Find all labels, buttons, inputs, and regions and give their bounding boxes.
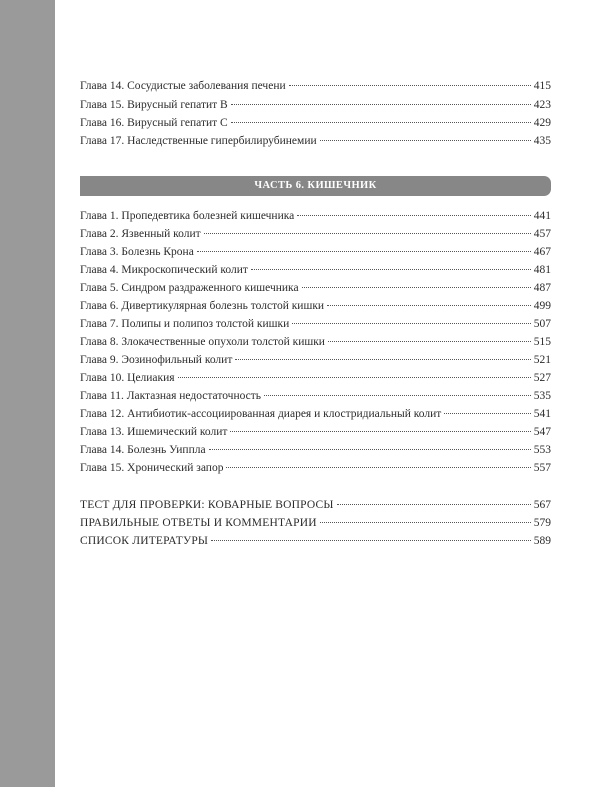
toc-entry-title: Глава 1. Пропедевтика болезней кишечника: [80, 210, 295, 222]
toc-entry[interactable]: [80, 442, 551, 458]
toc-entry-title: Глава 6. Дивертикулярная болезнь толстой кишки: [80, 300, 325, 312]
dot-leader: [297, 215, 530, 216]
toc-entry[interactable]: [80, 460, 551, 476]
toc-entry[interactable]: [80, 388, 551, 404]
toc-entry[interactable]: [80, 316, 551, 332]
toc-entry-title: Глава 5. Синдром раздраженного кишечника: [80, 282, 299, 294]
toc-entry[interactable]: [80, 208, 551, 224]
toc-entry-title: Глава 16. Вирусный гепатит С: [80, 117, 228, 129]
toc-entry-title: ТЕСТ ДЛЯ ПРОВЕРКИ: КОВАРНЫЕ ВОПРОСЫ: [80, 499, 334, 511]
toc-entry-page: 487: [533, 282, 551, 294]
toc-entry[interactable]: [80, 280, 551, 296]
toc-entry-page: 457: [533, 228, 551, 240]
toc-entry-title: ПРАВИЛЬНЫЕ ОТВЕТЫ И КОММЕНТАРИИ: [80, 517, 317, 529]
dot-leader: [337, 504, 531, 505]
dot-leader: [444, 413, 530, 414]
toc-entry-title: Глава 4. Микроскопический колит: [80, 264, 248, 276]
toc-entry[interactable]: [80, 352, 551, 368]
toc-entry[interactable]: [80, 497, 551, 513]
toc-entry[interactable]: [80, 226, 551, 242]
dot-leader: [289, 85, 531, 86]
toc-entry-page: 481: [533, 264, 551, 276]
toc-entry-title: СПИСОК ЛИТЕРАТУРЫ: [80, 535, 209, 547]
toc-entry[interactable]: [80, 133, 551, 149]
dot-leader: [328, 341, 531, 342]
dot-leader: [211, 540, 531, 541]
toc-entry-page: 567: [533, 499, 551, 511]
toc-entry-page: 579: [533, 517, 551, 529]
toc-entry-page: 515: [533, 336, 551, 348]
margin-edge-line: [55, 0, 56, 787]
toc-entry-title: Глава 12. Антибиотик-ассоциированная диарея и клостридиальный колит: [80, 408, 442, 420]
dot-leader: [230, 431, 530, 432]
dot-leader: [251, 269, 531, 270]
toc-entry-page: 589: [533, 535, 551, 547]
toc-entry-page: 429: [533, 117, 551, 129]
toc-entry-title: Глава 13. Ишемический колит: [80, 426, 228, 438]
dot-leader: [320, 140, 531, 141]
toc-entry[interactable]: [80, 97, 551, 113]
dot-leader: [231, 122, 531, 123]
dot-leader: [197, 251, 531, 252]
toc-entry-page: 521: [533, 354, 551, 366]
toc-entry[interactable]: [80, 262, 551, 278]
toc-entry-title: Глава 15. Вирусный гепатит В: [80, 99, 228, 111]
toc-entry-page: 541: [533, 408, 551, 420]
toc-entry-page: 467: [533, 246, 551, 258]
toc-entry-title: Глава 2. Язвенный колит: [80, 228, 201, 240]
toc-entry-page: 441: [533, 210, 551, 222]
toc-entry-title: Глава 11. Лактазная недостаточность: [80, 390, 262, 402]
toc-entry-title: Глава 3. Болезнь Крона: [80, 246, 194, 258]
toc-entry-title: Глава 15. Хронический запор: [80, 462, 224, 474]
toc-entry[interactable]: [80, 533, 551, 549]
toc-entry-page: 415: [533, 80, 551, 92]
dot-leader: [226, 467, 530, 468]
toc-entry-title: Глава 8. Злокачественные опухоли толстой кишки: [80, 336, 325, 348]
toc-entry-page: 553: [533, 444, 551, 456]
toc-entry[interactable]: [80, 115, 551, 131]
dot-leader: [204, 233, 531, 234]
dot-leader: [235, 359, 530, 360]
dot-leader: [292, 323, 531, 324]
toc-entry-page: 557: [533, 462, 551, 474]
toc-entry-page: 547: [533, 426, 551, 438]
toc-entry-page: 507: [533, 318, 551, 330]
dot-leader: [209, 449, 531, 450]
toc-entry-page: 527: [533, 372, 551, 384]
dot-leader: [178, 377, 531, 378]
toc-entry[interactable]: [80, 406, 551, 422]
toc-entry-page: 499: [533, 300, 551, 312]
toc-entry[interactable]: [80, 424, 551, 440]
toc-entry-title: Глава 17. Наследственные гипербилирубинемии: [80, 135, 317, 147]
dot-leader: [302, 287, 531, 288]
page-margin-strip: [0, 0, 56, 787]
toc-entry[interactable]: [80, 244, 551, 260]
dot-leader: [320, 522, 531, 523]
toc-entry-title: Глава 14. Сосудистые заболевания печени: [80, 80, 286, 92]
toc-entry[interactable]: [80, 370, 551, 386]
toc-entry-title: Глава 10. Целиакия: [80, 372, 175, 384]
toc-entry-page: 423: [533, 99, 551, 111]
dot-leader: [264, 395, 531, 396]
toc-entry-page: 535: [533, 390, 551, 402]
toc-entry[interactable]: [80, 334, 551, 350]
dot-leader: [231, 104, 531, 105]
section-header: ЧАСТЬ 6. КИШЕЧНИК: [80, 176, 551, 196]
toc-entry[interactable]: [80, 298, 551, 314]
toc-entry-page: 435: [533, 135, 551, 147]
toc-entry-title: Глава 9. Эозинофильный колит: [80, 354, 233, 366]
toc-entry[interactable]: [80, 515, 551, 531]
toc-entry[interactable]: [80, 78, 551, 94]
toc-entry-title: Глава 7. Полипы и полипоз толстой кишки: [80, 318, 290, 330]
toc-entry-title: Глава 14. Болезнь Уиппла: [80, 444, 206, 456]
dot-leader: [327, 305, 531, 306]
